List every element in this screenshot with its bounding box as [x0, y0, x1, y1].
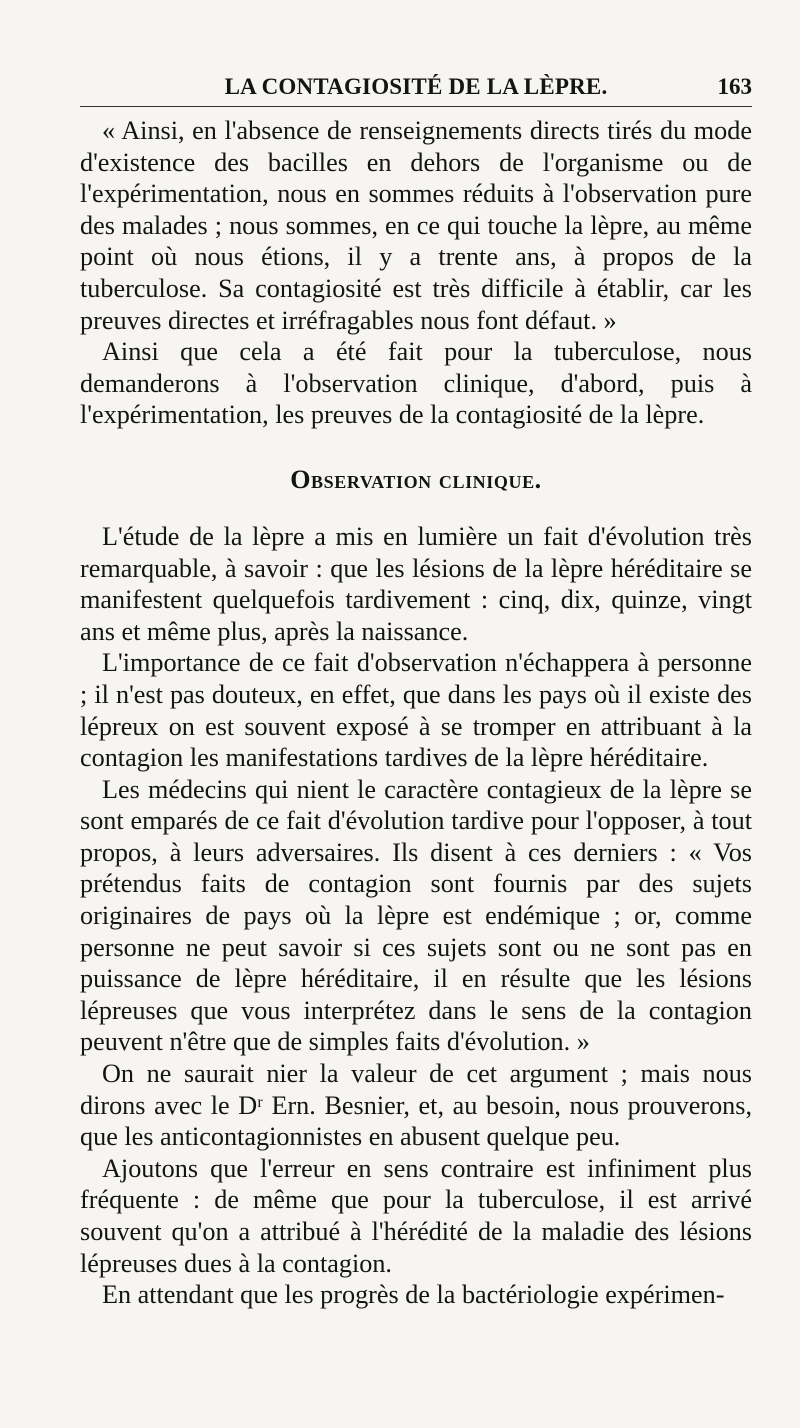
- paragraph-opponents: Les médecins qui nient le caractère contagieux de la lèpre se sont emparés de ce fait d'évolution tardive pour l'opposer, à tout propos, à leurs adversaires. Ils disent à ces derniers : « Vos prétendus faits de contagion sont fournis par des sujets originaires de pays où la lèpre est endémique ; or, comme personne ne peut savoir si ces sujets sont ou ne sont pas en puissance de lèpre héréditaire, il en résulte que les lésions lépreuses que vous interprétez dans le sens de la contagion peuvent n'être que de simples faits d'évolution. »: [80, 774, 752, 1057]
- book-page: [80, 70, 752, 1410]
- paragraph-importance: L'importance de ce fait d'observation n'échappera à personne ; il n'est pas douteux, en effet, que dans les pays où il existe des lépreux on est souvent exposé à se tromper en attribuant à la contagion les manifestations tardives de la lèpre héréditaire.: [80, 648, 752, 773]
- paragraph-late-evolution: L'étude de la lèpre a mis en lumière un fait d'évolution très remarquable, à savoir : que les lésions de la lèpre héréditaire se manifestent quelquefois tardivement : cinq, dix, quinze, vingt ans et même plus, après la naissance.: [80, 521, 752, 646]
- paragraph-argument: On ne saurait nier la valeur de cet argument ; mais nous dirons avec le Dʳ Ern. Besnier, et, au besoin, nous prouverons, que les anticontagionnistes en abusent quelque peu.: [80, 1059, 752, 1152]
- page-number: 163: [717, 74, 752, 99]
- section-heading: Observation clinique.: [290, 464, 542, 494]
- paragraph-contrary-error: Ajoutons que l'erreur en sens contraire est infiniment plus fréquente : de même que pour la tuberculose, il est arrivé souvent qu'on a attribué à l'hérédité de la maladie des lésions lépreuses dues à la contagion.: [80, 1153, 752, 1278]
- running-head: [80, 70, 752, 107]
- paragraph-method: Ainsi que cela a été fait pour la tuberculose, nous demanderons à l'observation clinique, d'abord, puis à l'expérimentation, les preuves de la contagiosité de la lèpre.: [80, 337, 752, 430]
- paragraph-quotation: « Ainsi, en l'absence de renseignements directs tirés du mode d'existence des bacilles en dehors de l'organisme ou de l'expérimentation, nous en sommes réduits à l'observation pure des malades ; nous sommes, en ce qui touche la lèpre, au même point où nous étions, il y a trente ans, à propos de la tuberculose. Sa contagiosité est très difficile à établir, car les preuves directes et irréfragables nous font défaut. »: [80, 116, 752, 335]
- running-title: LA CONTAGIOSITÉ DE LA LÈPRE.: [224, 74, 608, 99]
- paragraph-continuation: En attendant que les progrès de la bactériologie expérimen-: [102, 1280, 725, 1310]
